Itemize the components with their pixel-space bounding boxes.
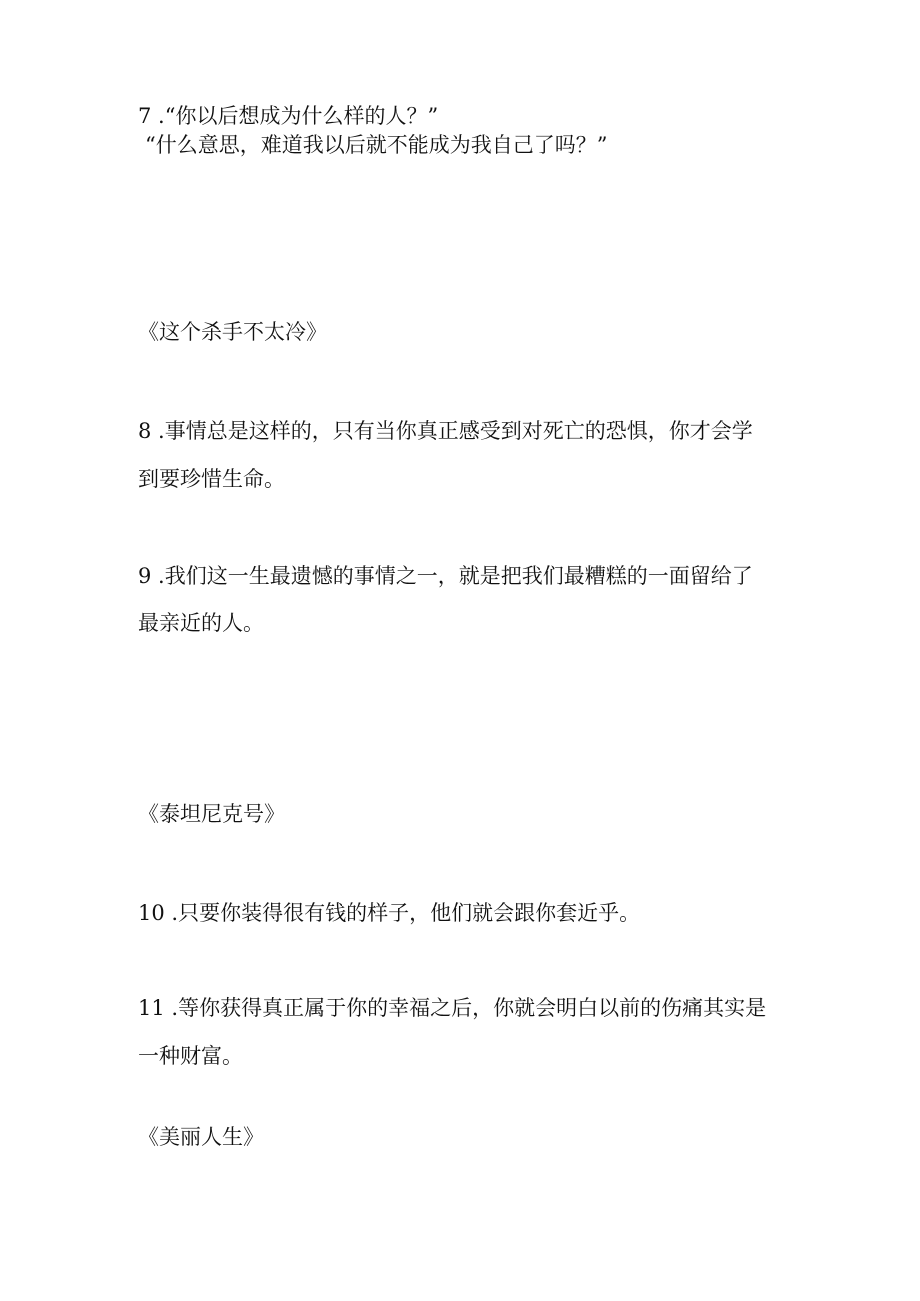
quote-7-line-2: “什么意思，难道我以后就不能成为我自己了吗？” [145, 133, 608, 157]
quote-7-line-1: 7 .“你以后想成为什么样的人？” [138, 104, 439, 128]
quote-8-line-1: 8 .事情总是这样的，只有当你真正感受到对死亡的恐惧，你才会学 [138, 419, 753, 443]
quote-11-line-1: 11 .等你获得真正属于你的幸福之后，你就会明白以前的伤痛其实是 [138, 996, 767, 1020]
quote-9-line-2: 最亲近的人。 [138, 611, 264, 635]
movie-title-titanic: 《泰坦尼克号》 [138, 802, 285, 826]
quote-8-line-2: 到要珍惜生命。 [138, 467, 285, 491]
movie-title-leon: 《这个杀手不太冷》 [138, 320, 327, 344]
quote-9-line-1: 9 .我们这一生最遗憾的事情之一，就是把我们最糟糕的一面留给了 [138, 564, 753, 588]
movie-title-beautiful-life: 《美丽人生》 [138, 1125, 264, 1149]
quote-11-line-2: 一种财富。 [138, 1044, 243, 1068]
quote-10-line-1: 10 .只要你装得很有钱的样子，他们就会跟你套近乎。 [138, 901, 641, 925]
